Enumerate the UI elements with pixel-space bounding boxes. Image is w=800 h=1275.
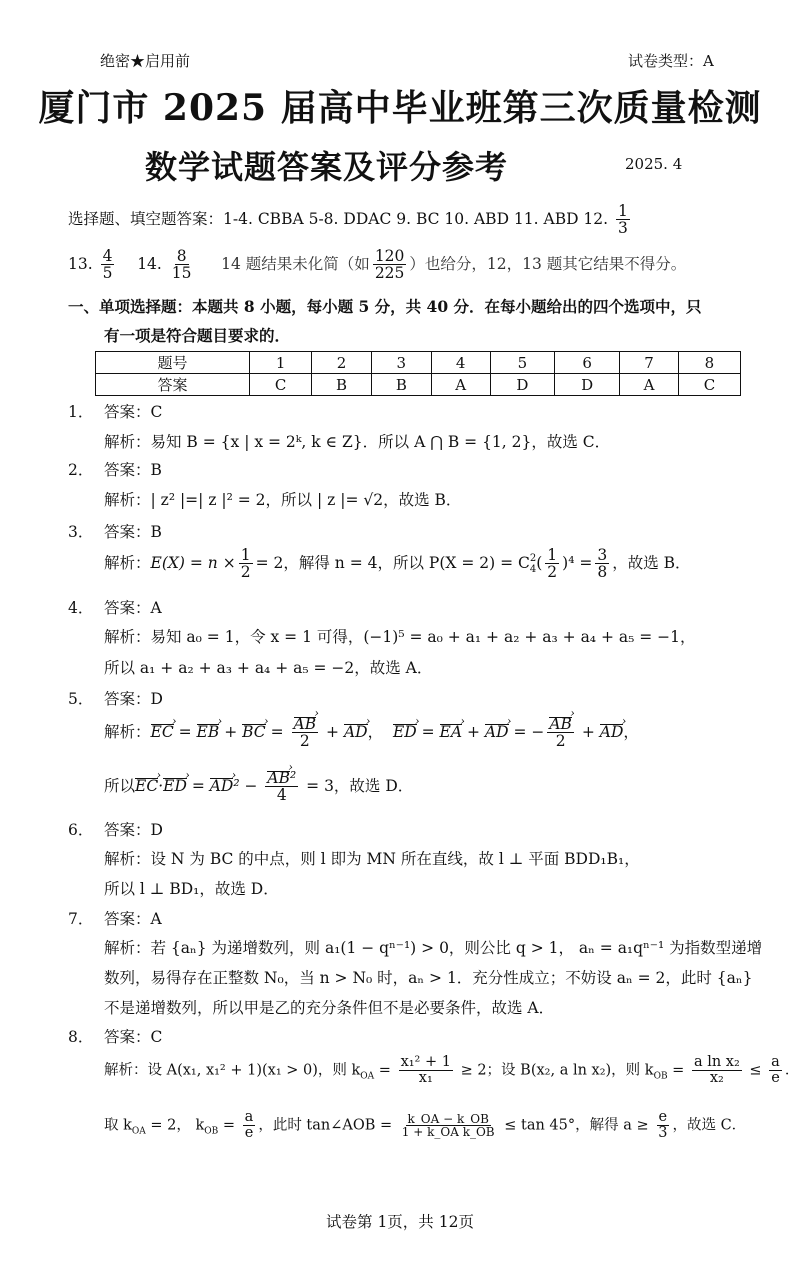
q8-explanation-line1 — [104, 1055, 799, 1086]
comb-sub: 4 — [529, 563, 537, 575]
table-cell: C — [250, 374, 312, 396]
q8-fraction — [399, 1055, 453, 1086]
q4-explanation-line1: 解析：易知 a₀ = 1，令 x = 1 可得，(−1)⁵ = a₀ + a₁ + a₂ + a₃ + a₄ + a₅ = −1， — [104, 628, 696, 646]
q3-explanation — [104, 547, 691, 581]
frac-den: x₂ — [709, 1070, 724, 1087]
q8-part: = 2， k — [145, 1117, 205, 1134]
frac-den: e — [244, 1125, 254, 1142]
q3-answer: 答案：B — [104, 523, 162, 541]
q8-part: ，故选 C． — [672, 1117, 747, 1134]
q8-sub: OB — [204, 1126, 219, 1137]
note-num: 120 — [374, 247, 405, 265]
frac-num: a ln x₂ — [693, 1054, 740, 1070]
frac-den: e — [771, 1070, 780, 1087]
vector-ec: EC › — [151, 723, 174, 741]
confidential-label: 绝密★启用前 — [100, 52, 191, 70]
q8-part: 解析：设 A(x₁, x₁² + 1)(x₁ > 0)，则 k — [104, 1062, 361, 1079]
q7-number: 7． — [68, 910, 94, 928]
q5-part: ² — [290, 769, 297, 787]
q13-fraction — [101, 248, 115, 282]
frac-den: 2 — [555, 732, 566, 751]
comb-sup: 2 — [529, 552, 537, 564]
answer-table — [95, 351, 741, 396]
q6-explanation-line1: 解析：设 N 为 BC 的中点，则 l 即为 MN 所在直线，故 l ⊥ 平面 BDD₁B₁， — [104, 850, 640, 868]
q8-explanation-line2 — [104, 1110, 746, 1141]
q5-part: + — [576, 722, 600, 741]
q6-explanation-line2: 所以 l ⊥ BD₁，故选 D． — [104, 880, 279, 898]
q5-explanation-line2 — [104, 770, 413, 804]
q8-part: ，此时 tan∠AOB = — [258, 1117, 397, 1134]
q7-explanation-line2: 数列，易得存在正整数 N₀，当 n > N₀ 时，aₙ > 1．充分性成立；不妨设 aₙ = 2，此时 {aₙ} — [104, 969, 753, 987]
frac-num: a — [771, 1054, 780, 1070]
grading-note-end: ）也给分，12，13 题其它结果不得分。 — [409, 254, 687, 273]
q3-exp-part: 解析： — [104, 553, 151, 572]
q5-part: + — [462, 722, 485, 741]
vector-ea: EA › — [440, 723, 463, 741]
document-title: 厦门市 2025 届高中毕业班第三次质量检测 — [38, 87, 762, 129]
q3-exp-part: = 2，解得 n = 4，所以 P(X = 2) = C — [255, 553, 530, 572]
q3-fraction — [239, 547, 253, 581]
q5-part: = — [186, 776, 210, 795]
vector-ed: ED › — [393, 723, 417, 741]
table-cell: 1 — [250, 352, 312, 374]
q8-fraction — [692, 1055, 742, 1086]
q1-explanation: 解析：易知 B = {x | x = 2ᵏ, k ∈ Z}．所以 A ⋂ B = {1, 2}，故选 C． — [104, 433, 611, 451]
q3-exp-part: E(X) = n × — [150, 553, 236, 572]
frac-num: e — [658, 1109, 668, 1125]
grading-note-start: 14 题结果未化简（如 — [221, 254, 370, 273]
q5-fraction — [547, 716, 574, 750]
q3-fraction — [595, 547, 609, 581]
q5-number: 5． — [68, 690, 94, 708]
table-cell: B — [312, 374, 372, 396]
q4-answer: 答案：A — [104, 599, 162, 617]
q5-explanation-line1 — [104, 716, 639, 750]
grading-note-fraction — [373, 248, 407, 282]
vector-ad: AD › — [485, 723, 509, 741]
paper-type-label: 试卷类型：A — [628, 52, 714, 70]
table-cell: 2 — [312, 352, 372, 374]
page-footer: 试卷第 1页，共 12页 — [326, 1213, 474, 1231]
q3-exp-part: )⁴ = — [562, 553, 593, 572]
q8-part: = — [374, 1062, 396, 1079]
q5-answer: 答案：D — [104, 690, 163, 708]
q8-part: = — [667, 1062, 689, 1079]
document-date: 2025. 4 — [625, 155, 683, 173]
vector-ad: AD › — [344, 723, 368, 741]
q2-explanation: 解析：| z² |=| z |² = 2，所以 | z |= √2，故选 B． — [104, 491, 462, 509]
q3-exp-part: ，故选 B． — [612, 553, 691, 572]
q8-part: ≤ tan 45°，解得 a ≥ — [499, 1117, 654, 1134]
q7-answer: 答案：A — [104, 910, 162, 928]
q3-number: 3． — [68, 523, 94, 541]
q5-part: = − — [508, 722, 545, 741]
q8-fraction — [769, 1055, 782, 1086]
q14-num: 8 — [176, 247, 187, 265]
table-cell: C — [678, 374, 740, 396]
q8-part: 取 k — [104, 1117, 132, 1134]
q8-part: ． — [784, 1062, 800, 1079]
table-header-cell: 答案 — [96, 374, 250, 396]
vector-ab: AB › — [549, 716, 572, 732]
frac-den: 3 — [658, 1125, 668, 1142]
q8-part: = — [218, 1117, 240, 1134]
answer-summary-line2 — [68, 248, 686, 282]
frac-num: 3 — [597, 546, 608, 564]
q8-part: ≤ — [744, 1062, 767, 1079]
q5-fraction — [265, 770, 298, 804]
q8-answer: 答案：C — [104, 1028, 163, 1046]
section-heading-line2: 有一项是符合题目要求的． — [104, 326, 291, 345]
q5-part: ， — [367, 722, 384, 741]
q8-fraction — [243, 1110, 256, 1141]
table-cell: 5 — [490, 352, 555, 374]
vector-ad: AD › — [210, 777, 234, 795]
q14-label: 14. — [137, 254, 162, 273]
q5-part: + — [321, 722, 344, 741]
vector-eb: EB › — [197, 723, 220, 741]
vector-ed: ED › — [163, 777, 187, 795]
answer-summary-line1 — [68, 203, 633, 237]
table-cell: D — [555, 374, 620, 396]
frac-den: 8 — [597, 563, 608, 582]
table-cell: 4 — [431, 352, 490, 374]
table-cell: D — [490, 374, 555, 396]
q7-explanation-line3: 不是递增数列，所以甲是乙的充分条件但不是必要条件，故选 A． — [104, 999, 555, 1017]
q4-number: 4． — [68, 599, 94, 617]
frac-den: 4 — [276, 786, 287, 805]
table-cell: A — [620, 374, 679, 396]
q3-exp-part: ( — [536, 553, 543, 572]
q5-part: = — [416, 722, 440, 741]
q8-fraction — [656, 1110, 669, 1141]
q5-part: · — [158, 776, 164, 795]
q6-number: 6． — [68, 821, 94, 839]
frac-num: 1 — [547, 546, 558, 564]
table-cell: 3 — [371, 352, 431, 374]
vector-bc: BC › — [242, 723, 266, 741]
q8-number: 8． — [68, 1028, 94, 1046]
answer-table-number-row — [96, 352, 741, 374]
frac-den: 2 — [299, 732, 310, 751]
table-cell: B — [371, 374, 431, 396]
q1-number: 1． — [68, 403, 94, 421]
q5-part: 解析： — [104, 722, 151, 741]
q5-fraction — [292, 716, 319, 750]
q2-number: 2． — [68, 461, 94, 479]
q5-part: = 3，故选 D． — [301, 776, 414, 795]
q12-den: 3 — [618, 219, 628, 238]
q8-sub: OA — [131, 1126, 146, 1137]
q5-part: ² — [233, 776, 240, 795]
q5-part: + — [219, 722, 243, 741]
table-cell: A — [431, 374, 490, 396]
frac-num: k_OA − k_OB — [407, 1111, 489, 1126]
q13-num: 4 — [102, 247, 113, 265]
frac-den: 2 — [547, 563, 558, 582]
frac-num: a — [244, 1109, 254, 1125]
table-header-cell: 题号 — [96, 352, 250, 374]
q5-part: = — [173, 722, 197, 741]
vector-ad: AD › — [600, 723, 624, 741]
q14-fraction — [170, 248, 194, 282]
summary-text: 选择题、填空题答案：1-4. CBBA 5-8. DDAC 9. BC 10. ABD 11. ABD 12. — [68, 209, 609, 228]
q8-part: ≥ 2；设 B(x₂, a ln x₂)，则 k — [455, 1062, 654, 1079]
document-subtitle: 数学试题答案及评分参考 — [145, 148, 509, 186]
frac-den: 2 — [240, 563, 251, 582]
q7-explanation-line1: 解析：若 {aₙ} 为递增数列，则 a₁(1 − qⁿ⁻¹) > 0，则公比 q > 1， aₙ = a₁qⁿ⁻¹ 为指数型递增 — [104, 939, 763, 957]
q2-answer: 答案：B — [104, 461, 162, 479]
q3-fraction — [545, 547, 559, 581]
q5-part: − — [239, 776, 263, 795]
section-heading-line1: 一、单项选择题：本题共 8 小题，每小题 5 分，共 40 分．在每小题给出的四个选项中，只 — [68, 297, 702, 316]
q8-sub: OB — [653, 1071, 668, 1082]
q12-num: 1 — [618, 202, 628, 220]
q5-part: = — [265, 722, 289, 741]
frac-den: 1 + k_OA k_OB — [401, 1125, 495, 1140]
q12-fraction — [616, 203, 630, 237]
table-cell: 6 — [555, 352, 620, 374]
q1-answer: 答案：C — [104, 403, 163, 421]
frac-num: x₁² + 1 — [400, 1054, 451, 1070]
vector-ab: AB › — [267, 770, 290, 786]
q14-den: 15 — [171, 264, 192, 283]
q13-den: 5 — [102, 264, 113, 283]
q8-sub: OA — [360, 1071, 375, 1082]
q8-fraction — [400, 1113, 497, 1139]
q5-part: 所以 — [104, 776, 136, 795]
vector-ec: EC › — [135, 777, 158, 795]
q4-explanation-line2: 所以 a₁ + a₂ + a₃ + a₄ + a₅ = −2，故选 A． — [104, 659, 433, 677]
frac-den: x₁ — [418, 1070, 433, 1087]
note-den: 225 — [374, 264, 405, 283]
q6-answer: 答案：D — [104, 821, 163, 839]
vector-ab: AB › — [294, 716, 317, 732]
q5-part: ， — [623, 722, 639, 741]
q13-label: 13. — [68, 254, 93, 273]
table-cell: 7 — [620, 352, 679, 374]
answer-table-answer-row — [96, 374, 741, 396]
table-cell: 8 — [678, 352, 740, 374]
frac-num: 1 — [240, 546, 251, 564]
